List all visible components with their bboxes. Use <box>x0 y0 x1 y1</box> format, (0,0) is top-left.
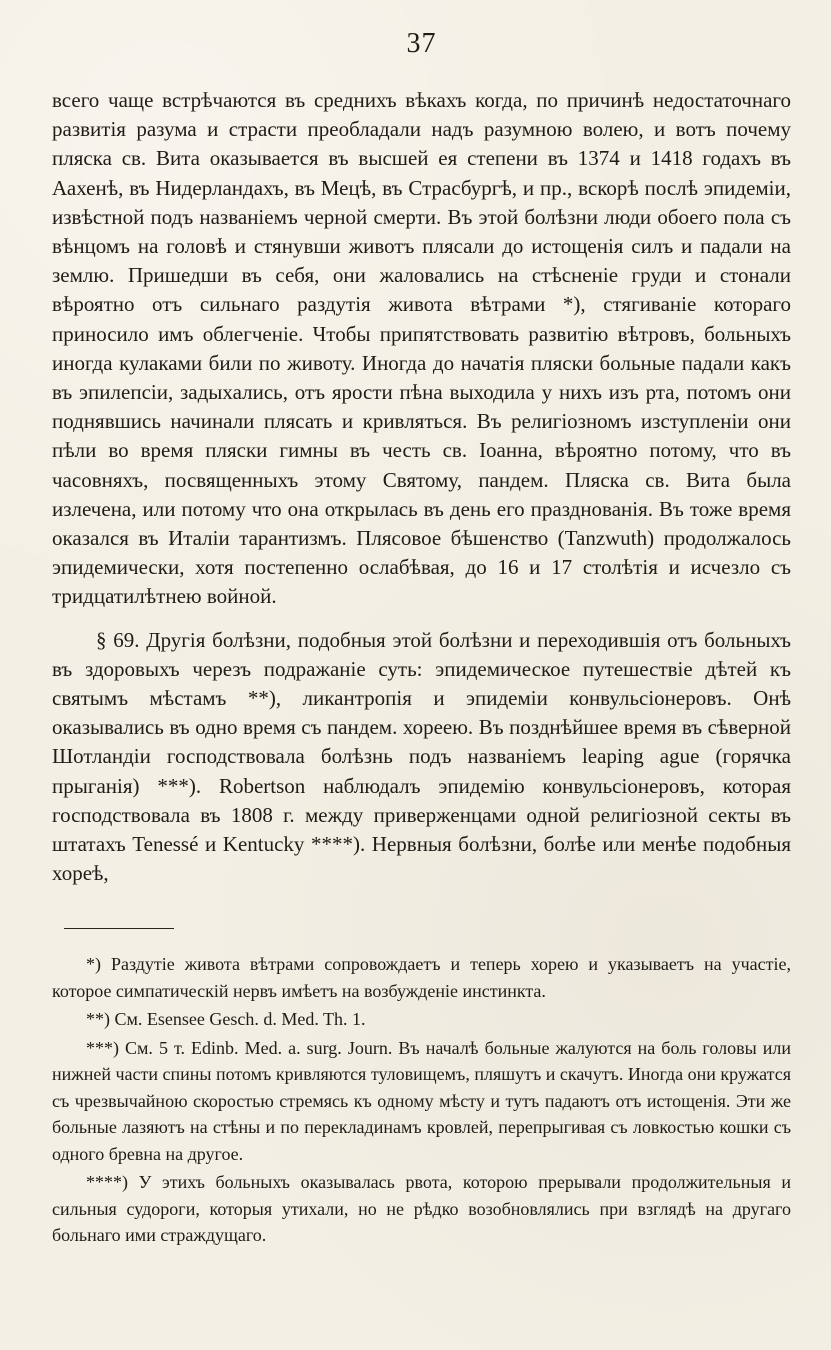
main-paragraph-2: § 69. Другія болѣзни, подобныя этой болѣзни и переходившія отъ больныхъ въ здоровыхъ черезъ подражаніе суть: эпидемическое путешествіе дѣтей къ святымъ мѣстамъ **), ликантропія и эпидеміи конвульсіонеровъ. Онѣ оказывались въ одно время съ пандем. хореею. Въ позднѣйшее время въ сѣверной Шотландіи господствовала болѣзнь подъ названіемъ leaping ague (горячка прыганія) ***). Robertson наблюдалъ эпидемію конвульсіонеровъ, которая господствовала въ 1808 г. между приверженцами одной религіозной секты въ штатахъ Tenessé и Kentucky ****). Нервныя болѣзни, болѣе или менѣе подобныя хореѣ, <box>52 627 791 886</box>
footnote-1: *) Раздутіе живота вѣтрами сопровождаетъ и теперь хорею и указываетъ на участіе, которое симпатическій нервъ имѣетъ на возбужденіе инстинкта. <box>52 954 791 1001</box>
footnotes-section <box>52 951 791 1249</box>
footnote-3: ***) См. 5 т. Edinb. Med. a. surg. Journ. Въ началѣ больные жалуются на боль головы или нижней части спины потомъ кривляются туловищемъ, пляшутъ и скачутъ. Иногда они кружатся съ чрезвычайною скоростью стремясь къ одному мѣсту и тутъ падаютъ отъ истощенія. Эти же больные лазяютъ на стѣны и по перекладинамъ кровлей, перепрыгивая съ ловкостью кошки съ одного бревна на другое. <box>52 1037 791 1164</box>
main-text <box>52 86 791 888</box>
footnote-4: ****) У этихъ больныхъ оказывалась рвота, которою прерывали продолжительныя и сильныя судороги, которыя утихали, но не рѣдко возобновлялись при взглядѣ на другаго больнаго ими страждущаго. <box>52 1172 791 1246</box>
footnote-2: **) См. Esensee Gesch. d. Med. Th. 1. <box>86 1009 366 1030</box>
page-number: 37 <box>406 28 437 59</box>
footnote-divider <box>64 928 174 929</box>
main-paragraph-1: всего чаще встрѣчаются въ среднихъ вѣкахъ когда, по причинѣ недостаточнаго развитія разума и страсти преобладали надъ разумною волею, и вотъ почему пляска св. Вита оказывается въ высшей ея степени въ 1374 и 1418 годахъ въ Аахенѣ, въ Нидерландахъ, въ Мецѣ, въ Страсбургѣ, и пр., вскорѣ послѣ эпидеміи, извѣстной подъ названіемъ черной смерти. Въ этой болѣзни люди обоего пола съ вѣнцомъ на головѣ и стянувши животъ плясали до истощенія силъ и падали на землю. Пришедши въ себя, они жаловались на стѣсненіе груди и стонали вѣроятно отъ сильнаго раздутія живота вѣтрами *), стягиваніе котораго приносило имъ облегченіе. Чтобы припятствовать развитію вѣтровъ, больныхъ иногда кулаками били по животу. Иногда до начатія пляски больные падали какъ въ эпилепсіи, задыхались, отъ ярости пѣна выходила у нихъ изъ рта, потомъ они поднявшись начинали плясать и кривляться. Въ религіозномъ изступленіи они пѣли во время пляски гимны въ честь св. Іоанна, вѣроятно потому, что въ часовняхъ, посвященныхъ этому Святому, пандем. Пляска св. Вита была излечена, или потому что она открылась въ день его празднованія. Въ тоже время оказался въ Италіи тарантизмъ. Плясовое бѣшенство (Tanzwuth) продолжалось эпидемически, хотя постепенно ослабѣвая, до 16 и 17 столѣтія и исчезло съ тридцатилѣтнею войной. <box>52 88 791 609</box>
